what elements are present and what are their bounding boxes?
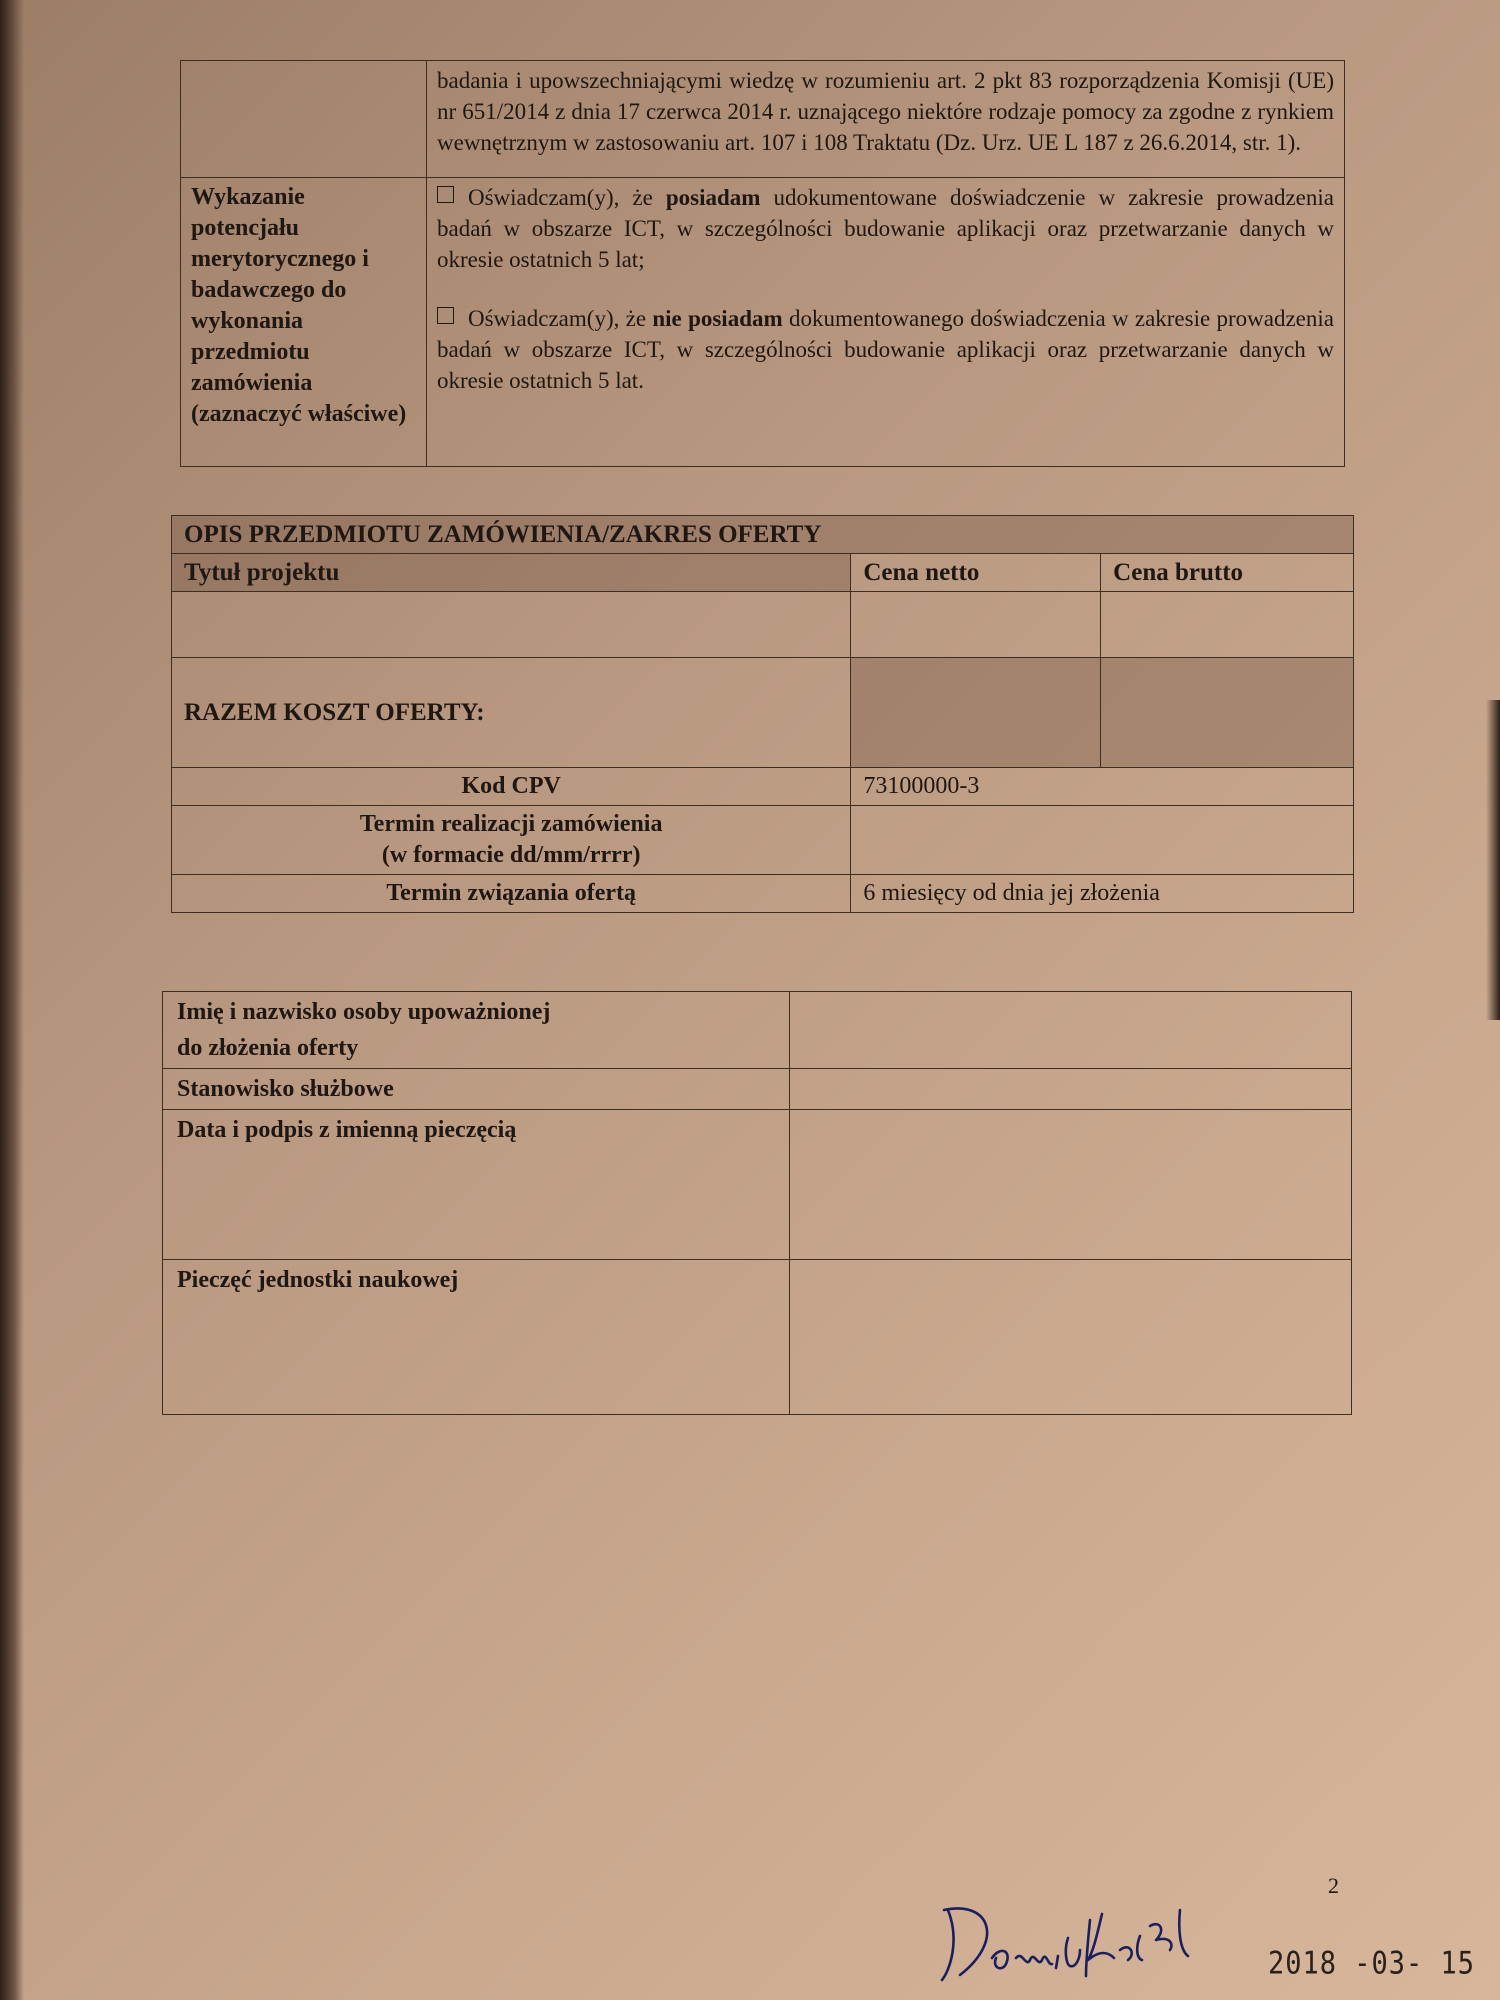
deadline-label (172, 806, 851, 875)
cpv-label: Kod CPV (172, 768, 851, 806)
total-label: RAZEM KOSZT OFERTY: (172, 658, 851, 768)
name-field[interactable] (790, 992, 1352, 1069)
table-row (172, 806, 1354, 875)
deadline-field[interactable] (851, 806, 1354, 875)
declaration-2-suffix: dokumentowanego doświadczenia w zakresie prowadzenia badań w obszarze ICT, w szczególności budowanie aplikacji oraz przetwarzanie danych w okresie ostatnich 5 lat. (437, 306, 1334, 393)
table-row (172, 516, 1354, 554)
name-label-line-2: do złożenia oferty (177, 1035, 359, 1061)
offer-table (171, 515, 1354, 913)
position-field[interactable] (790, 1069, 1352, 1110)
declaration-option-2[interactable] (437, 303, 1334, 396)
table-row (163, 1260, 1352, 1415)
handwritten-signature (930, 1880, 1220, 1990)
checkbox-icon[interactable] (437, 186, 454, 203)
table-row (172, 658, 1354, 768)
empty-label-cell (181, 61, 427, 178)
declaration-1-suffix: udokumentowane doświadczenie w zakresie prowadzenia badań w obszarze ICT, w szczególności budowanie aplikacji oraz przetwarzanie danych w okresie ostatnich 5 lat; (437, 185, 1334, 272)
price-net-field[interactable] (851, 592, 1101, 658)
table-row (163, 992, 1352, 1069)
seal-label: Pieczęć jednostki naukowej (163, 1260, 790, 1415)
offer-table-title: OPIS PRZEDMIOTU ZAMÓWIENIA/ZAKRES OFERTY (172, 516, 1354, 554)
page-shadow-left (0, 0, 24, 2000)
declaration-2-prefix: Oświadczam(y), że (468, 306, 653, 331)
continuation-text: badania i upowszechniającymi wiedzę w rozumieniu art. 2 pkt 83 rozporządzenia Komisji (UE) nr 651/2014 z dnia 17 czerwca 2014 r. uznającego niektóre rodzaje pomocy za zgodne z rynkiem wewnętrznym w zastosowaniu art. 107 i 108 Traktatu (Dz. Urz. UE L 187 z 26.6.2014, str. 1). (427, 61, 1345, 178)
table-row (181, 178, 1345, 467)
col-project-header: Tytuł projektu (172, 554, 851, 592)
declaration-1-bold: posiadam (665, 185, 761, 210)
table-row (163, 1069, 1352, 1110)
total-net-field[interactable] (851, 658, 1101, 768)
table-row (172, 875, 1354, 913)
price-gross-field[interactable] (1101, 592, 1354, 658)
date-stamp: 2018 -03- 15 (1268, 1945, 1476, 1982)
table-row (163, 1110, 1352, 1260)
date-sign-label: Data i podpis z imienną pieczęcią (163, 1110, 790, 1260)
declarations-cell (427, 178, 1345, 467)
binding-value: 6 miesięcy od dnia jej złożenia (851, 875, 1354, 913)
declaration-table (180, 60, 1345, 467)
binding-label: Termin związania ofertą (172, 875, 851, 913)
declaration-1-prefix: Oświadczam(y), że (468, 185, 666, 210)
page-shadow-right (1486, 700, 1500, 1020)
declaration-2-bold: nie posiadam (652, 306, 783, 331)
deadline-label-line-2: (w formacie dd/mm/rrrr) (381, 842, 641, 868)
col-net-header: Cena netto (851, 554, 1101, 592)
page-number: 2 (1328, 1873, 1339, 1898)
project-title-field[interactable] (172, 592, 851, 658)
table-row (181, 61, 1345, 178)
position-label: Stanowisko służbowe (163, 1069, 790, 1110)
potential-label: Wykazanie potencjału merytorycznego i badawczego do wykonania przedmiotu zamówienia (zaznaczyć właściwe) (181, 178, 427, 467)
declaration-option-1[interactable] (437, 182, 1334, 275)
signature-table (162, 991, 1352, 1415)
name-label-line-1: Imię i nazwisko osoby upoważnionej (177, 999, 551, 1025)
total-gross-field[interactable] (1101, 658, 1354, 768)
deadline-label-line-1: Termin realizacji zamówienia (359, 811, 663, 837)
cpv-value: 73100000-3 (851, 768, 1354, 806)
table-row (172, 592, 1354, 658)
table-row (172, 554, 1354, 592)
table-row (172, 768, 1354, 806)
col-gross-header: Cena brutto (1101, 554, 1354, 592)
date-sign-field[interactable] (790, 1110, 1352, 1260)
seal-field[interactable] (790, 1260, 1352, 1415)
name-label (163, 992, 790, 1069)
checkbox-icon[interactable] (437, 307, 454, 324)
